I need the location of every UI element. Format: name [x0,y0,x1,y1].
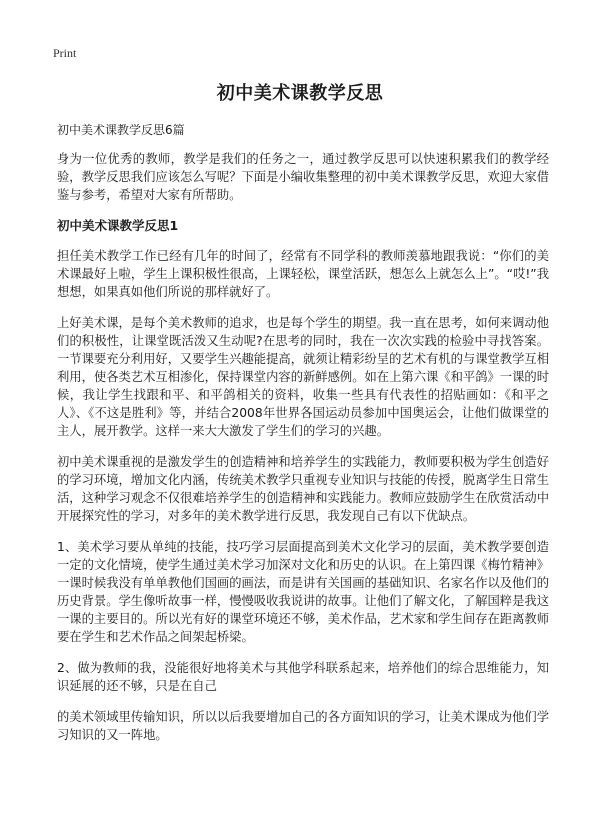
intro-paragraph: 身为一位优秀的教师，教学是我们的任务之一，通过教学反思可以快速积累我们的教学经验，教学反思我们应该怎么写呢？下面是小编收集整理的初中美术课教学反思，欢迎大家借鉴与参考，希望对大家有所帮助。 [57,152,549,202]
section-heading: 初中美术课教学反思1 [57,218,179,233]
print-link[interactable]: Print [53,46,77,60]
article-body [57,150,549,757]
document-subtitle: 初中美术课教学反思6篇 [57,123,185,137]
paragraph: 担任美术教学工作已经有几年的时间了，经常有不同学科的教师羡慕地跟我说：“你们的美术课最好上啦，学生上课积极性很高，上课轻松，课堂活跃，想怎么上就怎么上”。“哎!”我想想，如果真如他们所说的那样就好了。 [57,249,549,299]
paragraph: 的美术领域里传输知识，所以以后我要增加自己的各方面知识的学习，让美术课成为他们学习知识的又一阵地。 [57,710,549,742]
paragraph: 1、美术学习要从单纯的技能，技巧学习层面提高到美术文化学习的层面，美术教学要创造一定的文化情境，使学生通过美术学习加深对文化和历史的认识。在上第四课《梅竹精神》一课时候我没有单单教他们国画的画法，而是讲有关国画的基础知识、名家名作以及他们的历史背景。学生像听故事一样，慢慢吸收我说讲的故事。让他们了解文化，了解国粹是我这一课的主要目的。所以光有好的课堂环境还不够，美术作品，艺术家和学生间存在距离教师要在学生和艺术作品之间架起桥梁。 [57,540,549,644]
paragraph: 上好美术课，是每个美术教师的追求，也是每个学生的期望。我一直在思考，如何来调动他们的积极性，让课堂既活泼又生动呢?在思考的同时，我在一次次实践的检验中寻找答案。一节课要充分利用好，又要学生兴趣能提高，就须让精彩纷呈的艺术有机的与课堂教学互相利用，使各类艺术互相渗化，保持课堂内容的新鲜感例。如在上第六课《和平鸽》一课的时候，我让学生找跟和平、和平鸽相关的资料，收集一些具有代表性的招贴画如：《和平之人》、《不这是胜利》等，并结合2008年世界各国运动员参加中国奥运会，让他们做课堂的主人，展开教学。这样一来大大激发了学生们的学习的兴趣。 [57,316,549,438]
paragraph: 2、做为教师的我，没能很好地将美术与其他学科联系起来，培养他们的综合思维能力，知识延展的还不够，只是在自己 [57,661,549,693]
page-title: 初中美术课教学反思 [216,83,384,104]
paragraph: 初中美术课重视的是激发学生的创造精神和培养学生的实践能力，教师要积极为学生创造好的学习环境，增加文化内涵，传统美术教学只重视专业知识与技能的传授，脱离学生日常生活，这种学习观念不仅很难培养学生的创造精神和实践能力。教师应鼓励学生在欣赏活动中开展探究性的学习，对多年的美术教学进行反思，我发现自己有以下优缺点。 [57,455,549,523]
